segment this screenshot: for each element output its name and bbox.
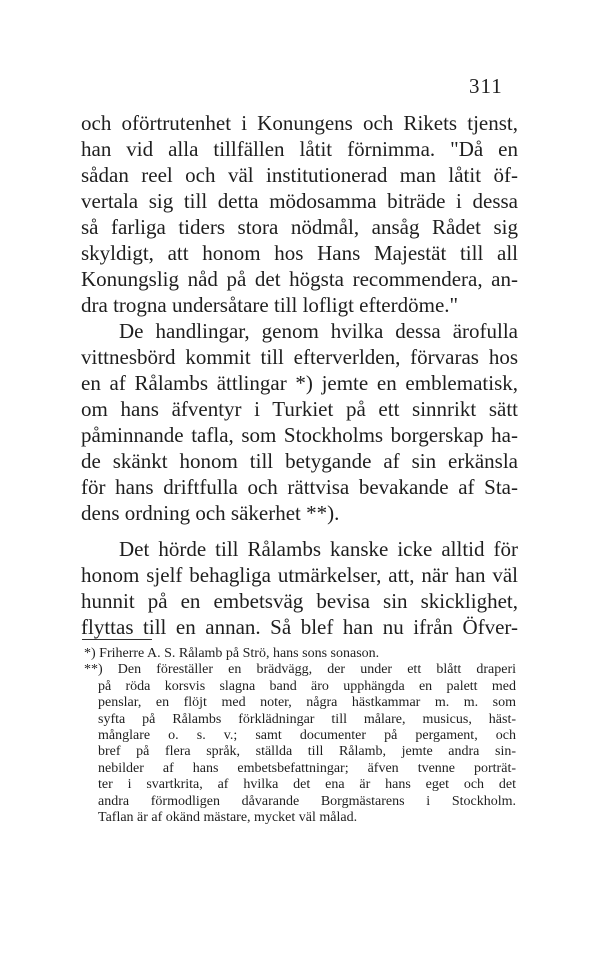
footnote-line: nebilder af hans embetsbefattningar; äfven tvenne porträt- [98,760,516,776]
paragraph-1 [81,110,518,318]
footnote-line: **) Den föreställer en brädvägg, der under ett blått draperi [84,662,516,678]
text-line: honom sjelf behagliga utmärkelser, att, när han väl [81,563,518,587]
text-line: De handlingar, genom hvilka dessa ärofulla [119,319,518,343]
text-line: en af Rålambs ättlingar *) jemte en emblematisk, [81,371,518,395]
footnote-line: penslar, en flöjt med noter, några hästkammar m. m. som [98,695,516,711]
footnote-line: ter i svartkrita, af hvilka det ena är hans eget och det [98,777,516,793]
footnote-line: på röda korsvis slagna band äro upphängda en palett med [98,678,516,694]
text-line: hunnit på en embetsväg bevisa sin skicklighet, [81,589,518,613]
paragraph-2 [81,318,518,526]
footnote-line: Taflan är af okänd mästare, mycket väl målad. [98,809,358,825]
text-line: Konungslig nåd på det högsta recommendera, an- [81,267,518,291]
text-line: de skänkt honom till betygande af sin erkänsla [81,449,518,473]
paragraph-3 [81,536,518,640]
footnote-line: månglare o. s. v.; samt documenter på pergament, och [98,727,516,743]
footnote-line: andra förmodligen dåvarande Borgmästarens i Stockholm. [98,793,516,809]
footnote-divider [82,639,152,640]
text-line: och oförtrutenhet i Konungens och Rikets tjenst, [81,111,518,135]
text-line: för hans driftfulla och rättvisa bevakande af Sta- [81,475,518,499]
text-line: så farliga tiders stora nödmål, ansåg Rådet sig [81,215,518,239]
footnote-line: bref på flera språk, ställda till Rålamb, jemte andra sin- [98,744,516,760]
text-line: Det hörde till Rålambs kanske icke alltid för [119,537,518,561]
footnotes [84,646,516,826]
footnote-line: syfta på Rålambs förklädningar till målare, musicus, häst- [98,711,516,727]
text-line: vertala sig till detta mödosamma biträde i dessa [81,189,518,213]
text-line: skyldigt, att honom hos Hans Majestät till all [81,241,518,265]
text-line: dens ordning och säkerhet **). [81,501,340,525]
footnote-line: *) Friherre A. S. Rålamb på Strö, hans sons sonason. [84,646,380,661]
footnote-2 [84,662,516,826]
page-number: 311 [469,74,503,98]
text-line: påminnande tafla, som Stockholms borgerskap ha- [81,423,518,447]
text-line: flyttas till en annan. Så blef han nu ifrån Öfver- [81,615,518,639]
footnote-1 [84,646,516,662]
text-line: sådan reel och väl institutionerad man låtit öf- [81,163,518,187]
text-line: vittnesbörd kommit till efterverlden, förvaras hos [81,345,518,369]
text-line: han vid alla tillfällen låtit förnimma. "Då en [81,137,518,161]
text-line: om hans äfventyr i Turkiet på ett sinnrikt sätt [81,397,518,421]
text-line: dra trogna undersåtare till lofligt efterdöme." [81,293,459,317]
